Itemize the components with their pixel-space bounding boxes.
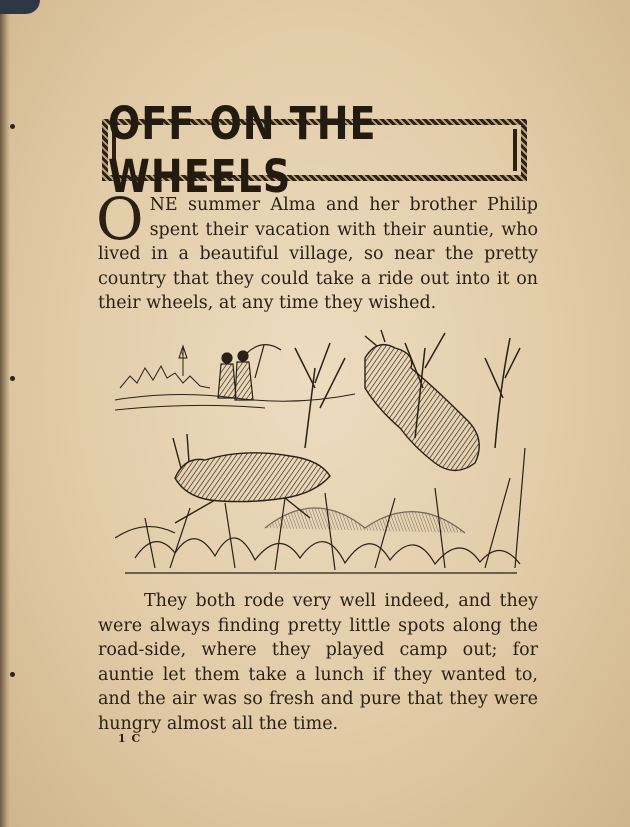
page-corner <box>0 0 40 14</box>
paragraph-second: They both rode very well indeed, and they were always finding pretty little spots along the road-side, where they played camp out; for auntie let them take a lunch if they wanted to, and the air was so fresh and pure that they were hungry almost all the time. <box>98 591 538 734</box>
book-spine-edge <box>0 0 10 827</box>
binding-hole <box>10 672 15 677</box>
binding-hole <box>10 376 15 381</box>
figures-with-parasol <box>218 345 281 400</box>
drop-cap: O <box>96 185 144 253</box>
page-title: OFF ON THE WHEELS <box>108 97 377 203</box>
title-frame <box>102 97 527 203</box>
paragraph-first-text: NE summer Alma and her brother Philip spent their vacation with their auntie, who lived in a beautiful village, so near the pretty country that they could take a ride out into it on their wheels, at any time they wished. <box>98 195 538 313</box>
binding-hole <box>10 124 15 129</box>
paragraph-first <box>96 185 538 316</box>
signature-mark: 1 C <box>118 732 142 745</box>
engraving-illustration <box>115 328 527 580</box>
dog-leaping <box>365 330 479 471</box>
